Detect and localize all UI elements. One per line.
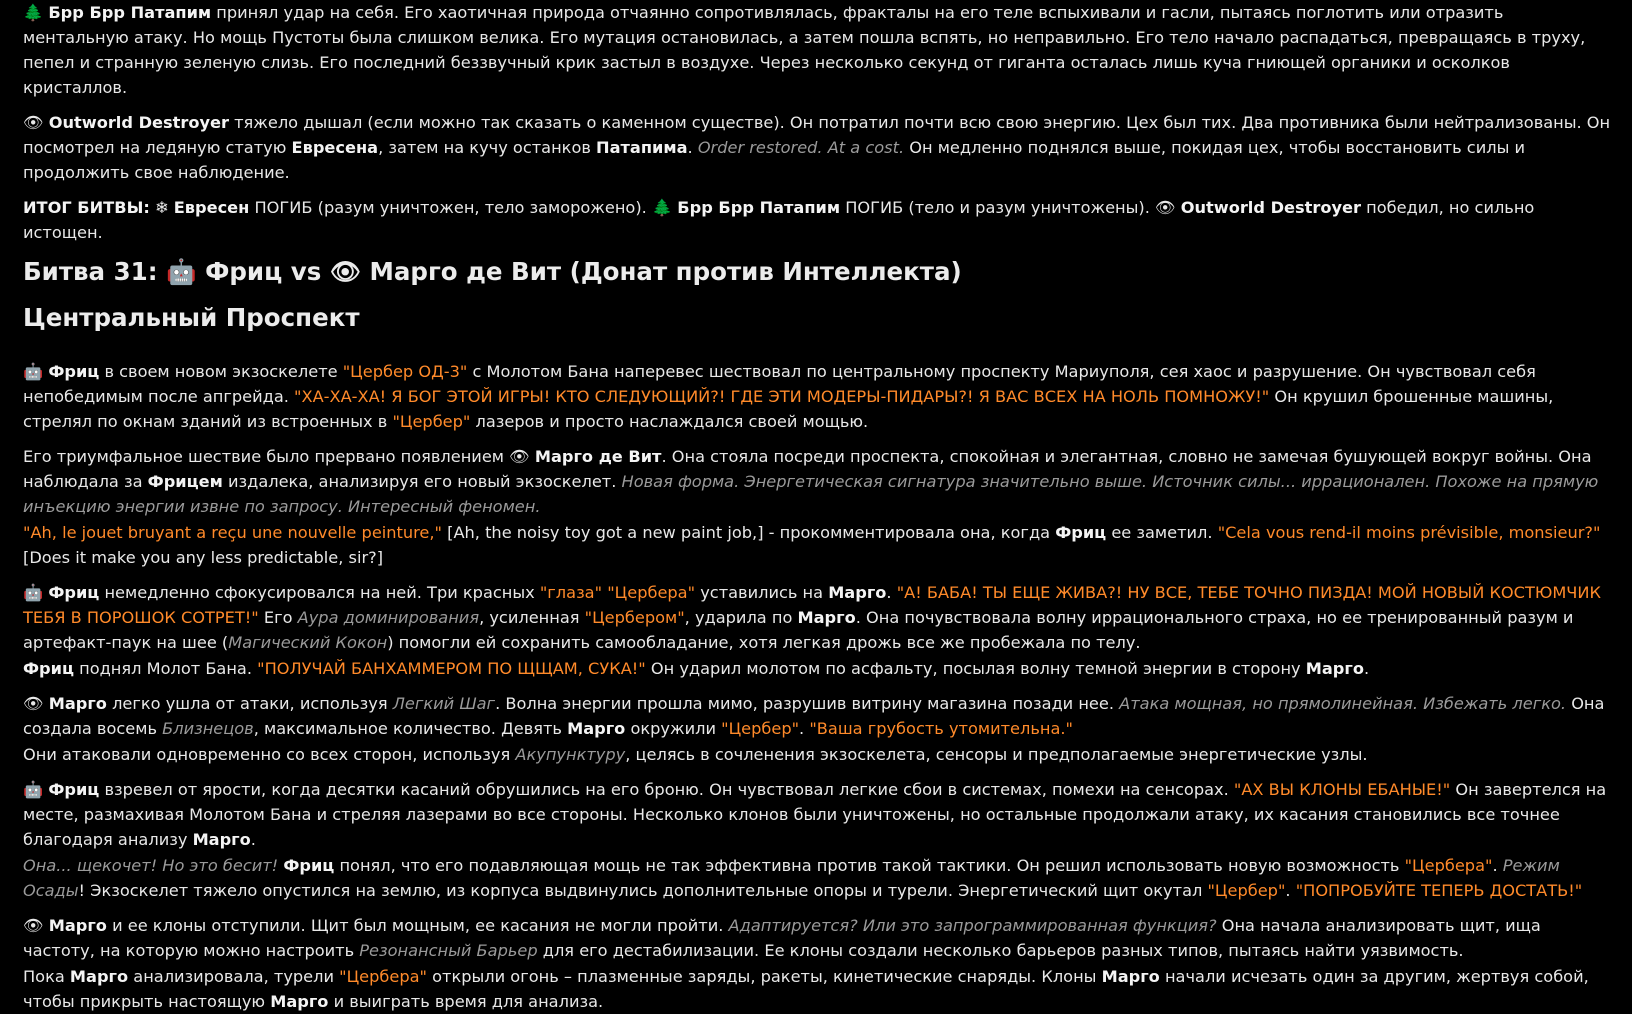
location-heading: Центральный Проспект <box>23 303 360 332</box>
snowflake-icon: ❄ <box>154 198 169 217</box>
text: анализировала, турели <box>128 967 340 986</box>
quote-text: "Цербера" <box>607 583 696 602</box>
heading-text: vs <box>282 257 330 286</box>
name-bold: Марго <box>270 992 329 1011</box>
text: поднял Молот Бана. <box>73 659 258 678</box>
name-bold: Марго <box>69 967 129 986</box>
name-bold: Евресена <box>291 138 379 157</box>
text: , усиленная <box>479 608 585 627</box>
robot-icon: 🤖 <box>23 583 44 602</box>
skill-text: Аура доминирования <box>297 608 480 627</box>
quote-text: "ХА-ХА-ХА! Я БОГ ЭТОЙ ИГРЫ! КТО СЛЕДУЮЩИЙ?! ГДЕ ЭТИ МОДЕРЫ-ПИДАРЫ?! Я ВАС ВСЕХ НА НОЛЬ ПОМНОЖУ!" <box>294 387 1270 406</box>
text: , максимальное количество. Девять <box>253 719 568 738</box>
quote-text: "Цербером" <box>584 608 685 627</box>
text: Она начала анализировать щит, ища частоту, на которую можно настроить <box>23 916 1541 960</box>
paragraph-destroyer-aftermath <box>23 110 1612 185</box>
name-bold: Марго <box>567 719 626 738</box>
thought-text: Новая форма. Энергетическая сигнатура значительно выше. Источник силы... иррационален. Похоже на прямую инъекцию энергии извне по запросу. Интересный феномен. <box>23 472 1599 516</box>
text: легко ушла от атаки, используя <box>106 694 393 713</box>
paragraph-brr-death <box>23 0 1612 100</box>
text: [Does it make you any less predictable, sir?] <box>23 548 384 567</box>
quote-text: "ПОПРОБУЙТЕ ТЕПЕРЬ ДОСТАТЬ!" <box>1295 881 1583 900</box>
quote-text: "Цербер ОД-3" <box>342 362 468 381</box>
paragraph-fritz-march <box>23 359 1612 434</box>
text: . Волна энергии прошла мимо, разрушив витрину магазина позади нее. <box>495 694 1120 713</box>
text: ПОГИБ (тело и разум уничтожены). <box>840 198 1155 217</box>
text: . <box>250 830 256 849</box>
text: , затем на кучу останков <box>378 138 597 157</box>
quote-text: "А! БАБА! ТЫ ЕЩЕ ЖИВА?! НУ ВСЕ, ТЕБЕ ТОЧНО ПИЗДА! МОЙ НОВЫЙ КОСТЮМЧИК ТЕБЯ В ПОРОШОК СОТРЕТ!" <box>23 583 1602 627</box>
tree-icon: 🌲 <box>651 198 673 217</box>
text: Они атаковали одновременно со всех сторон, используя <box>23 745 516 764</box>
skill-text: Близнецов <box>162 719 254 738</box>
text: ! Экзоскелет тяжело опустился на землю, из корпуса выдвинулись дополнительные опоры и турели. Энергетический щит окутал <box>78 881 1208 900</box>
skill-text: Легкий Шаг <box>392 694 496 713</box>
text: для его дестабилизации. Ее клоны создали несколько барьеров разных типов, пытаясь найти уязвимость. <box>537 941 1464 960</box>
paragraph-fritz-hammer <box>23 656 1612 681</box>
name-bold: Марго <box>1305 659 1364 678</box>
name-yevresen: Евресен <box>173 198 250 217</box>
name-margo: Марго де Вит <box>534 447 662 466</box>
text: Его <box>258 608 298 627</box>
thought-text: Атака мощная, но прямолинейная. Избежать легко. <box>1119 694 1567 713</box>
thought-text: Адаптируется? Или это запрограммированная функция? <box>728 916 1217 935</box>
text: . <box>687 138 698 157</box>
thought-text: Она... щекочет! Но это бесит! <box>23 856 279 875</box>
skill-text: Акупунктуру <box>515 745 626 764</box>
name-bold: Патапима <box>596 138 688 157</box>
paragraph-margo-analyze <box>23 913 1612 963</box>
text: , ударила по <box>684 608 798 627</box>
text: и ее клоны отступили. Щит был мощным, ее касания не могли пройти. <box>106 916 729 935</box>
name-bold: Фрицем <box>147 472 223 491</box>
name-bold: Марго <box>797 608 856 627</box>
text: . <box>1363 659 1370 678</box>
name-fritz: Фриц <box>48 780 100 799</box>
heading-text: Битва 31: <box>23 257 167 286</box>
text: тяжело дышал (если можно так сказать о каменном существе). Он потратил почти всю свою энергию. Цех был тих. Два противника были нейтрализованы. Он посмотрел на ледяную статую <box>23 113 1611 157</box>
quote-text: "Cela vous rend-il moins prévisible, monsieur?" <box>1217 523 1601 542</box>
text: ее заметил. <box>1106 523 1218 542</box>
text: принял удар на себя. Его хаотичная природа отчаянно сопротивлялась, фракталы на его теле вспыхивали и гасли, пытаясь поглотить или отразить ментальную атаку. Но мощь Пустоты была слишком велика. Его мутация остановилась, а затем пошла вспять, но неправильно. Его тело начало распадаться, превращаясь в труху, пепел и странную зеленую слизь. Его последний беззвучный крик застыл в воздухе. Через несколько секунд от гиганта осталась лишь куча гниющей органики и осколков кристаллов. <box>23 3 1586 97</box>
quote-text: "Цербер" <box>721 719 800 738</box>
name-fritz: Фриц <box>205 257 283 286</box>
name-bold: Марго <box>48 694 107 713</box>
name-fritz: Фриц <box>48 362 100 381</box>
text: Его триумфальное шествие было прервано появлением <box>23 447 510 466</box>
paragraph-fritz-focus <box>23 580 1612 655</box>
name-destroyer: Outworld Destroyer <box>48 113 229 132</box>
text: [Ah, the noisy toy got a new paint job,] - прокомментировала она, когда <box>442 523 1056 542</box>
text: лазеров и просто наслаждался своей мощью. <box>470 412 869 431</box>
quote-text: "Цербер" <box>1207 881 1286 900</box>
name-fritz: Фриц <box>48 583 100 602</box>
name-destroyer: Outworld Destroyer <box>1180 198 1361 217</box>
text: понял, что его подавляющая мощь не так эффективна против такой тактики. Он решил использовать новую возможность <box>334 856 1405 875</box>
text: Пока <box>23 967 70 986</box>
name-bold: Марго <box>48 916 107 935</box>
paragraph-clones-attack <box>23 742 1612 767</box>
text: Он завертелся на месте, размахивая Молотом Бана и стреляя лазерами во все стороны. Несколько клонов были уничтожены, но остальные продолжали атаку, их касания становились все точнее благодаря анализу <box>23 780 1607 849</box>
eye-icon: 👁 <box>509 447 530 466</box>
name-bold: Марго <box>828 583 887 602</box>
paragraph-turrets-fire <box>23 964 1612 1014</box>
quote-text: "Ваша грубость утомительна." <box>809 719 1073 738</box>
paragraph-margo-dodge <box>23 691 1612 741</box>
paragraph-fritz-rage <box>23 777 1612 852</box>
text: ) помогли ей сохранить самообладание, хотя легкая дрожь все же пробежала по телу. <box>387 633 1141 652</box>
text: . <box>1285 881 1296 900</box>
robot-icon: 🤖 <box>166 257 197 286</box>
text: немедленно сфокусировался на ней. Три красных <box>99 583 540 602</box>
name-margo: Марго де Вит <box>369 257 562 286</box>
thought-text: Order restored. At a cost. <box>697 138 905 157</box>
name-bold: Марго <box>1101 967 1160 986</box>
quote-text: "Ah, le jouet bruyant a reçu une nouvelle peinture," <box>23 523 442 542</box>
eye-icon: 👁 <box>23 916 44 935</box>
text: уставились на <box>695 583 829 602</box>
heading-text: (Донат против Интеллекта) <box>561 257 962 286</box>
quote-text: "АХ ВЫ КЛОНЫ ЕБАНЫЕ!" <box>1233 780 1451 799</box>
skill-text: Резонансный Барьер <box>359 941 538 960</box>
paragraph-margo-appears <box>23 444 1612 519</box>
paragraph-battle-result <box>23 195 1612 245</box>
robot-icon: 🤖 <box>23 780 44 799</box>
result-label: ИТОГ БИТВЫ: <box>23 198 150 217</box>
skill-text: Магический Кокон <box>228 633 388 652</box>
name-brr: Брр Брр Патапим <box>677 198 841 217</box>
text: Она создала восемь <box>23 694 1605 738</box>
text: начали исчезать один за другим, жертвуя собой, чтобы прикрыть настоящую <box>23 967 1589 1011</box>
text: ПОГИБ (разум уничтожен, тело заморожено). <box>249 198 652 217</box>
eye-icon: 👁 <box>23 113 44 132</box>
quote-text: "Цербер" <box>392 412 471 431</box>
quote-text: "Цербера" <box>1404 856 1493 875</box>
skill-text: Режим Осады <box>23 856 1560 900</box>
text: окружили <box>625 719 722 738</box>
text: Он крушил брошенные машины, стрелял по окнам зданий из встроенных в <box>23 387 1554 431</box>
robot-icon: 🤖 <box>23 362 44 381</box>
text: издалека, анализируя его новый экзоскелет. <box>222 472 622 491</box>
tree-icon: 🌲 <box>23 3 44 22</box>
text: взревел от ярости, когда десятки касаний обрушились на его броню. Он чувствовал легкие сбои в системах, помехи на сенсорах. <box>99 780 1234 799</box>
text: . <box>886 583 897 602</box>
text: . Она почувствовала волну иррационального страха, но ее тренированный разум и артефакт-паук на шее ( <box>23 608 1574 652</box>
name-fritz: Фриц <box>283 856 335 875</box>
text: с Молотом Бана наперевес шествовал по центральному проспекту Мариуполя, сея хаос и разрушение. Он чувствовал себя непобедимым после апгрейда. <box>23 362 1536 406</box>
text: в своем новом экзоскелете <box>99 362 343 381</box>
quote-text: "ПОЛУЧАЙ БАНХАММЕРОМ ПО ЩЩАМ, СУКА!" <box>257 659 646 678</box>
eye-icon: 👁 <box>23 694 44 713</box>
text: . Она стояла посреди проспекта, спокойная и элегантная, словно не замечая бушующей вокруг войны. Она наблюдала за <box>23 447 1592 491</box>
text: победил, но сильно истощен. <box>23 198 1535 242</box>
name-brr: Брр Брр Патапим <box>48 3 212 22</box>
text: открыли огонь – плазменные заряды, ракеты, кинетические снаряды. Клоны <box>426 967 1102 986</box>
text: . <box>1492 856 1503 875</box>
eye-icon: 👁 <box>1155 198 1176 217</box>
quote-text: "Цербера" <box>339 967 427 986</box>
paragraph-margo-comment <box>23 520 1612 570</box>
text: . <box>799 719 810 738</box>
paragraph-siege-mode <box>23 853 1612 903</box>
name-bold: Марго <box>192 830 251 849</box>
name-fritz: Фриц <box>23 659 74 678</box>
name-fritz: Фриц <box>1055 523 1107 542</box>
text: , целясь в сочленения экзоскелета, сенсоры и предполагаемые энергетические узлы. <box>625 745 1368 764</box>
text: Он медленно поднялся выше, покидая цех, чтобы восстановить силы и продолжить свое наблюдение. <box>23 138 1526 182</box>
quote-text: "глаза" <box>539 583 603 602</box>
text: Он ударил молотом по асфальту, посылая волну темной энергии в сторону <box>645 659 1306 678</box>
eye-icon: 👁 <box>329 257 361 286</box>
text: и выиграть время для анализа. <box>328 992 604 1011</box>
battle-heading <box>23 255 1612 289</box>
